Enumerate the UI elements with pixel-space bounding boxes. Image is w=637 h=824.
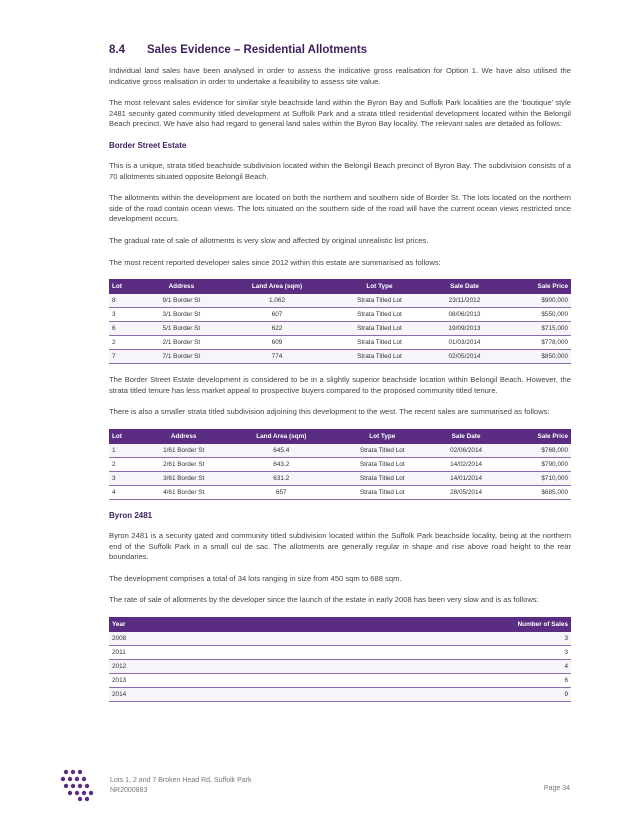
cell-lot: 4 <box>109 485 139 499</box>
table-row <box>109 350 571 364</box>
cell-sale-date: 14/01/2014 <box>430 471 502 485</box>
cell-land-area: 645.4 <box>228 444 334 458</box>
footer-reference: NR2000883 <box>110 786 148 794</box>
cell-sale-date: 02/06/2014 <box>430 444 502 458</box>
border-paragraph-4: The most recent reported developer sales since 2012 within this estate are summarised as follows: <box>109 257 441 267</box>
col-year: Year <box>112 620 126 628</box>
border-paragraph-3: The gradual rate of sale of allotments is very slow and affected by original unrealistic list prices. <box>109 235 429 245</box>
cell-lot-type: Strata Titled Lot <box>334 485 430 499</box>
cell-address: 1/61 Border St <box>139 444 228 458</box>
cell-address: 4/61 Border St <box>139 485 228 499</box>
cell-lot-type: Strata Titled Lot <box>334 471 430 485</box>
border-street-sales-table <box>109 279 571 364</box>
table-header-row <box>109 429 571 444</box>
col-sale-price: Sale Price <box>537 432 568 440</box>
cell-land-area: 1,062 <box>223 294 331 308</box>
cell-sale-price: $850,000 <box>501 350 571 364</box>
table-row <box>109 673 571 687</box>
byron-2481-heading: Byron 2481 <box>109 510 153 520</box>
cell-sale-price: $900,000 <box>501 294 571 308</box>
cell-year: 2014 <box>109 687 231 701</box>
col-land-area: Land Area (sqm) <box>251 283 303 291</box>
table-row <box>109 645 571 659</box>
cell-lot: 3 <box>109 308 140 322</box>
table-row <box>109 632 571 646</box>
table-row <box>109 687 571 701</box>
table-row <box>109 336 571 350</box>
cell-sale-date: 08/06/2013 <box>428 308 501 322</box>
border-street-heading: Border Street Estate <box>109 140 187 150</box>
cell-year: 2008 <box>109 632 231 646</box>
cell-land-area: 657 <box>228 485 334 499</box>
col-lot: Lot <box>112 283 122 291</box>
cell-address: 2/61 Border St <box>139 457 228 471</box>
relevant-sales-paragraph: The most relevant sales evidence for similar style beachside land within the Byron Bay and Suffolk Park localities are the 'boutique' style 2481 security gated community titled development at Suffolk Park and a strata titled residential development located within the Belongil Beach precinct. We have also had regard to general land sales within the Byron Bay locality. The relevant sales are detailed as follows: <box>109 98 571 129</box>
cell-sale-price: $715,000 <box>501 322 571 336</box>
col-sale-date: Sale Date <box>451 432 481 440</box>
cell-land-area: 774 <box>223 350 331 364</box>
table-row <box>109 659 571 673</box>
cell-lot-type: Strata Titled Lot <box>331 322 428 336</box>
cell-sale-price: $685,000 <box>502 485 571 499</box>
cell-lot-type: Strata Titled Lot <box>331 336 428 350</box>
cell-year: 2011 <box>109 645 231 659</box>
border-paragraph-1: This is a unique, strata titled beachside subdivision located within the Belongil Beach precinct of Byron Bay. The subdivision consists of a 70 allotments situated opposite Belongil Beach. <box>109 160 571 181</box>
cell-sale-date: 23/11/2012 <box>428 294 501 308</box>
table-row <box>109 485 571 499</box>
byron-paragraph-2: The development comprises a total of 34 lots ranging in size from 450 sqm to 688 sqm. <box>109 573 402 583</box>
cell-lot-type: Strata Titled Lot <box>331 350 428 364</box>
cell-address: 7/1 Border St <box>140 350 224 364</box>
cell-land-area: 609 <box>223 336 331 350</box>
table-row <box>109 457 571 471</box>
cell-lot-type: Strata Titled Lot <box>331 294 428 308</box>
section-number: 8.4 <box>109 44 125 56</box>
cell-lot-type: Strata Titled Lot <box>331 308 428 322</box>
cell-address: 3/61 Border St <box>139 471 228 485</box>
cell-land-area: 622 <box>223 322 331 336</box>
cell-land-area: 607 <box>223 308 331 322</box>
cell-land-area: 631.2 <box>228 471 334 485</box>
dotted-logo-icon <box>60 768 98 802</box>
cell-lot: 2 <box>109 336 140 350</box>
smaller-subdivision-paragraph: There is also a smaller strata titled subdivision adjoining this development to the west. The recent sales are summarised as follows: <box>109 407 550 417</box>
cell-lot: 2 <box>109 457 139 471</box>
cell-sale-date: 01/03/2014 <box>428 336 501 350</box>
cell-lot-type: Strata Titled Lot <box>334 457 430 471</box>
after-table1-paragraph: The Border Street Estate development is considered to be in a slightly superior beachside location within Belongil Beach. However, the strata titled tenure has less market appeal to prospective buyers compared to the proposed community titled tenure. <box>109 375 571 395</box>
annual-sales-table <box>109 617 571 702</box>
footer-address: Lots 1, 2 and 7 Broken Head Rd, Suffolk Park <box>110 777 252 784</box>
cell-sale-price: $768,000 <box>502 444 571 458</box>
col-sale-price: Sale Price <box>537 283 568 291</box>
cell-address: 3/1 Border St <box>140 308 224 322</box>
cell-lot: 3 <box>109 471 139 485</box>
cell-sale-date: 02/05/2014 <box>428 350 501 364</box>
col-address: Address <box>170 432 197 440</box>
cell-number-of-sales: 9 <box>231 687 571 701</box>
cell-lot: 6 <box>109 322 140 336</box>
byron-paragraph-3: The rate of sale of allotments by the developer since the launch of the estate in early 2008 has been very slow and is as follows: <box>109 595 539 605</box>
col-land-area: Land Area (sqm) <box>256 432 307 440</box>
cell-address: 5/1 Border St <box>140 322 224 336</box>
table-row <box>109 308 571 322</box>
adjoining-subdivision-sales-table <box>109 429 571 500</box>
col-sale-date: Sale Date <box>450 283 479 291</box>
col-number-of-sales: Number of Sales <box>517 620 568 628</box>
footer-text <box>110 776 252 795</box>
cell-land-area: 643.2 <box>228 457 334 471</box>
cell-number-of-sales: 3 <box>231 645 571 659</box>
cell-lot: 8 <box>109 294 140 308</box>
report-content <box>109 44 571 713</box>
cell-year: 2013 <box>109 673 231 687</box>
col-address: Address <box>168 283 195 291</box>
col-lot: Lot <box>112 432 122 440</box>
table-header-row <box>109 617 571 632</box>
cell-sale-price: $710,000 <box>502 471 571 485</box>
section-title: Sales Evidence – Residential Allotments <box>147 44 368 56</box>
cell-address: 2/1 Border St <box>140 336 224 350</box>
table-row <box>109 471 571 485</box>
byron-paragraph-1: Byron 2481 is a security gated and community titled subdivision located within the Suffolk Park beachside locality, being at the northern end of the Suffolk Park in a small cul de sac. The allotments are generally regular in shape and rise above road height to the rear boundaries. <box>109 530 571 562</box>
col-lot-type: Lot Type <box>369 432 396 440</box>
page-number: Page 34 <box>543 785 570 792</box>
col-lot-type: Lot Type <box>366 283 393 291</box>
section-heading <box>109 44 571 56</box>
cell-sale-date: 19/09/2013 <box>428 322 501 336</box>
intro-paragraph: Individual land sales have been analysed in order to assess the indicative gross realisation for Option 1. We have also utilised the indicative gross realisation in order to undertake a feasibility to assess site value. <box>109 66 571 86</box>
cell-lot: 7 <box>109 350 140 364</box>
cell-sale-date: 14/02/2014 <box>430 457 502 471</box>
cell-lot-type: Strata Titled Lot <box>334 444 430 458</box>
cell-sale-price: $550,000 <box>501 308 571 322</box>
table-row <box>109 294 571 308</box>
cell-address: 9/1 Border St <box>140 294 224 308</box>
cell-number-of-sales: 4 <box>231 659 571 673</box>
table-row <box>109 322 571 336</box>
cell-sale-price: $790,000 <box>502 457 571 471</box>
table-header-row <box>109 279 571 294</box>
table-row <box>109 444 571 458</box>
cell-number-of-sales: 3 <box>231 632 571 646</box>
cell-year: 2012 <box>109 659 231 673</box>
cell-number-of-sales: 6 <box>231 673 571 687</box>
cell-lot: 1 <box>109 444 139 458</box>
cell-sale-date: 28/05/2014 <box>430 485 502 499</box>
border-paragraph-2: The allotments within the development are located on both the northern and southern side of Border St. The lots located on the northern side of the road contain ocean views. The lots situated on the southern side of the road will have the current ocean views restricted once development occurs. <box>109 193 571 224</box>
page-footer <box>60 768 570 808</box>
cell-sale-price: $778,000 <box>501 336 571 350</box>
